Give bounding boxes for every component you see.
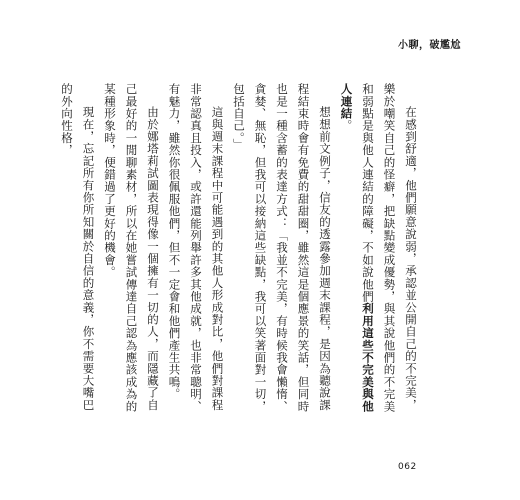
paragraph <box>99 83 164 413</box>
page-number: 062 <box>398 462 417 472</box>
text-run: 。 <box>339 119 354 132</box>
paragraph <box>335 83 421 413</box>
paragraph <box>56 83 99 413</box>
text-run: 現在，忘記所有你所知關於自信的意義，你不需要大嘴巴的外向性格， <box>60 83 96 411</box>
text-run: 這與週末課程中可能遇到的其他人形成對比，他們對課程非常認真且投入，或許還能列舉許多其他成就，也非常聰明、有魅力，雖然你很佩服他們，但不一定會和他們產生共鳴。 <box>167 83 225 413</box>
text-run: 在感到舒適，他們願意說弱，承認並公開自己的不完美，樂於嘲笑自己的怪癖，把缺點變成優勢，與其說他們的不完美和弱點是與他人連結的障礙，不如說他們 <box>361 83 418 413</box>
paragraph <box>163 83 228 413</box>
text-run: 由於娜塔莉試圖表現得像一個擁有一切的人，而隱藏了自己最好的一閒聊素材，所以在她嘗試傳達自己認為應該成為的某種形象時，便錯過了更好的機會。 <box>103 83 160 413</box>
body-text <box>56 83 422 413</box>
text-run: 想想前文例子，信友的透露參加週末課程，是因為聽說課程結束時會有免費的甜甜圈，雖然這是個應景的笑話，但同時也是一種含蓄的表達方式：「我並不完美，有時候我會懶惰、貪婪、無恥，但我可以接納這些缺點，我可以笑著面對一切，包括自己。」 <box>232 83 332 413</box>
bold-text-run: 利用這些不完美與他人連結 <box>339 83 375 413</box>
running-header: 小聊，破尷尬 <box>398 40 461 51</box>
paragraph <box>228 83 336 413</box>
